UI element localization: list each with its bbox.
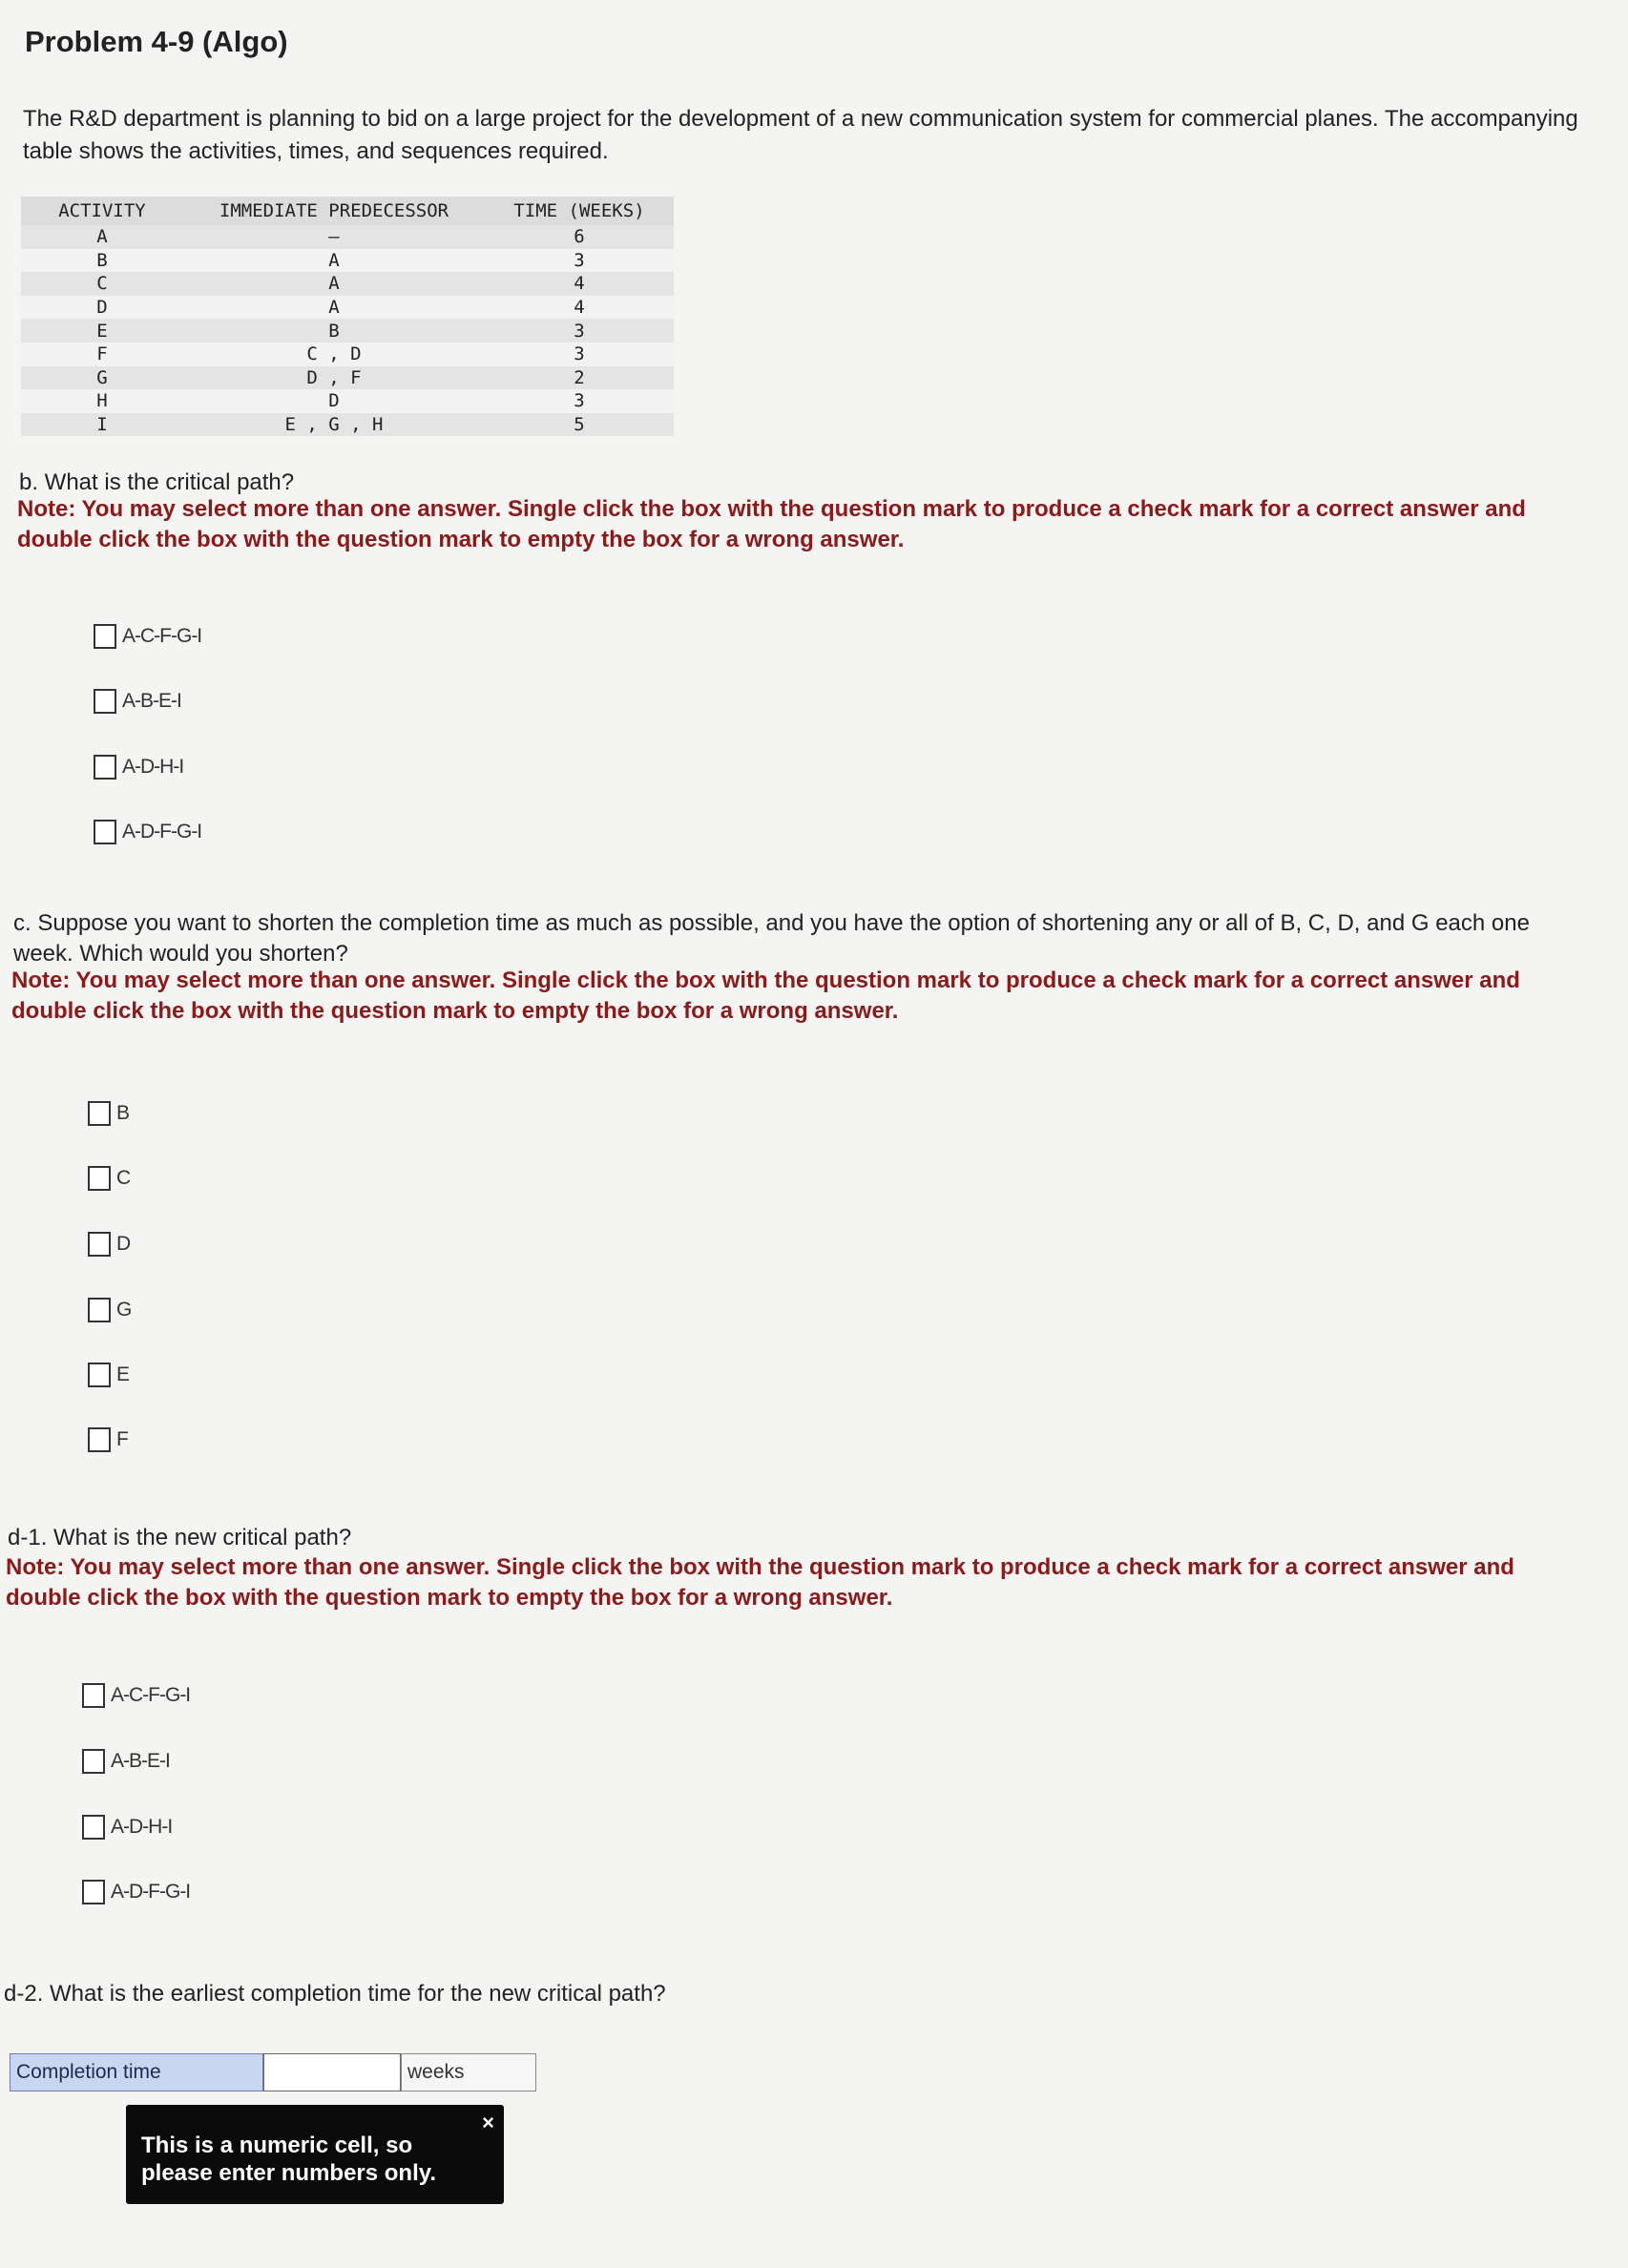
part-d1-question: d-1. What is the new critical path? [8, 1525, 352, 1550]
part-c-option-f[interactable] [88, 1427, 128, 1452]
part-d1-option-3[interactable] [82, 1815, 172, 1840]
checkbox[interactable] [88, 1101, 111, 1126]
table-header-row [21, 197, 674, 225]
cell-predecessor: B [183, 319, 485, 343]
table-row [21, 296, 674, 320]
cell-time: 2 [485, 366, 674, 390]
part-d1-option-1[interactable] [82, 1683, 190, 1708]
cell-activity: D [21, 296, 183, 320]
checkbox[interactable] [88, 1363, 111, 1387]
part-c-option-d[interactable] [88, 1232, 130, 1257]
table-row [21, 413, 674, 437]
numeric-cell-tooltip [126, 2105, 504, 2204]
header-time: TIME (WEEKS) [485, 197, 674, 225]
part-c-option-e[interactable] [88, 1363, 129, 1387]
table-row [21, 225, 674, 249]
part-c-question: c. Suppose you want to shorten the completion time as much as possible, and you have the option of shortening any or all of B, C, D, and G each one week. Which would you shorten? [13, 910, 1530, 967]
cell-time: 5 [485, 413, 674, 437]
cell-time: 6 [485, 225, 674, 249]
header-activity: ACTIVITY [21, 197, 183, 225]
table-row [21, 272, 674, 296]
part-d1-option-2[interactable] [82, 1749, 170, 1774]
table-row [21, 319, 674, 343]
table-row [21, 389, 674, 413]
completion-time-input[interactable] [263, 2053, 401, 2091]
problem-title: Problem 4-9 (Algo) [25, 25, 288, 58]
cell-predecessor: D , F [183, 366, 485, 390]
header-predecessor: IMMEDIATE PREDECESSOR [183, 197, 485, 225]
option-label: A-D-F-G-I [122, 821, 202, 843]
cell-predecessor: A [183, 272, 485, 296]
part-b-option-4[interactable] [94, 820, 201, 844]
completion-time-row [10, 2053, 536, 2091]
option-label: F [116, 1428, 128, 1450]
part-c-option-b[interactable] [88, 1101, 129, 1126]
table-row [21, 366, 674, 390]
cell-activity: C [21, 272, 183, 296]
checkbox[interactable] [88, 1427, 111, 1452]
checkbox[interactable] [88, 1298, 111, 1322]
cell-activity: F [21, 343, 183, 366]
cell-predecessor: A [183, 249, 485, 273]
table-row [21, 343, 674, 366]
cell-activity: B [21, 249, 183, 273]
part-c-note: Note: You may select more than one answer. Single click the box with the question mark to produce a check mark for a correct answer and double click the box with the question mark to empty the box for a wrong answer. [11, 968, 1520, 1024]
cell-time: 3 [485, 389, 674, 413]
checkbox[interactable] [82, 1683, 105, 1708]
cell-predecessor: C , D [183, 343, 485, 366]
checkbox[interactable] [94, 624, 116, 649]
cell-predecessor: D [183, 389, 485, 413]
cell-predecessor: A [183, 296, 485, 320]
completion-time-label: Completion time [10, 2053, 263, 2091]
part-c-option-g[interactable] [88, 1298, 131, 1322]
option-label: E [116, 1363, 130, 1385]
part-b-question: b. What is the critical path? [19, 469, 295, 495]
option-label: D [116, 1233, 131, 1255]
weeks-unit-label: weeks [401, 2053, 536, 2091]
tooltip-text: This is a numeric cell, so please enter numbers only. [141, 2133, 436, 2186]
part-c-option-c[interactable] [88, 1166, 130, 1191]
option-label: A-B-E-I [111, 1750, 170, 1772]
part-d1-note: Note: You may select more than one answer. Single click the box with the question mark to produce a check mark for a correct answer and double click the box with the question mark to empty the box for a wrong answer. [6, 1554, 1514, 1611]
activity-table [21, 197, 674, 436]
part-b-option-2[interactable] [94, 689, 181, 714]
option-label: A-D-F-G-I [111, 1881, 191, 1903]
cell-activity: A [21, 225, 183, 249]
cell-predecessor: – [183, 225, 485, 249]
cell-time: 3 [485, 249, 674, 273]
option-label: A-C-F-G-I [122, 625, 202, 647]
option-label: A-C-F-G-I [111, 1684, 191, 1706]
checkbox[interactable] [94, 755, 116, 780]
checkbox[interactable] [82, 1880, 105, 1904]
option-label: C [116, 1167, 131, 1189]
checkbox[interactable] [88, 1166, 111, 1191]
checkbox[interactable] [94, 820, 116, 844]
part-b-note: Note: You may select more than one answer. Single click the box with the question mark to produce a check mark for a correct answer and double click the box with the question mark to empty the box for a wrong answer. [17, 496, 1526, 552]
checkbox[interactable] [82, 1749, 105, 1774]
cell-activity: E [21, 319, 183, 343]
checkbox[interactable] [82, 1815, 105, 1840]
option-label: B [116, 1102, 130, 1124]
option-label: G [116, 1299, 132, 1321]
part-d2-question: d-2. What is the earliest completion time for the new critical path? [4, 1981, 666, 2007]
cell-time: 3 [485, 319, 674, 343]
cell-activity: H [21, 389, 183, 413]
close-icon[interactable]: × [482, 2111, 494, 2134]
cell-activity: G [21, 366, 183, 390]
problem-intro: The R&D department is planning to bid on a large project for the development of a new communication system for commercial planes. The accompanying table shows the activities, times, and sequences required. [23, 106, 1578, 164]
option-label: A-B-E-I [122, 690, 181, 712]
cell-time: 3 [485, 343, 674, 366]
part-b-option-1[interactable] [94, 624, 201, 649]
cell-time: 4 [485, 272, 674, 296]
part-b-option-3[interactable] [94, 755, 183, 780]
checkbox[interactable] [94, 689, 116, 714]
cell-predecessor: E , G , H [183, 413, 485, 437]
checkbox[interactable] [88, 1232, 111, 1257]
option-label: A-D-H-I [122, 756, 184, 778]
table-row [21, 249, 674, 273]
option-label: A-D-H-I [111, 1816, 173, 1838]
part-d1-option-4[interactable] [82, 1880, 190, 1904]
cell-activity: I [21, 413, 183, 437]
cell-time: 4 [485, 296, 674, 320]
